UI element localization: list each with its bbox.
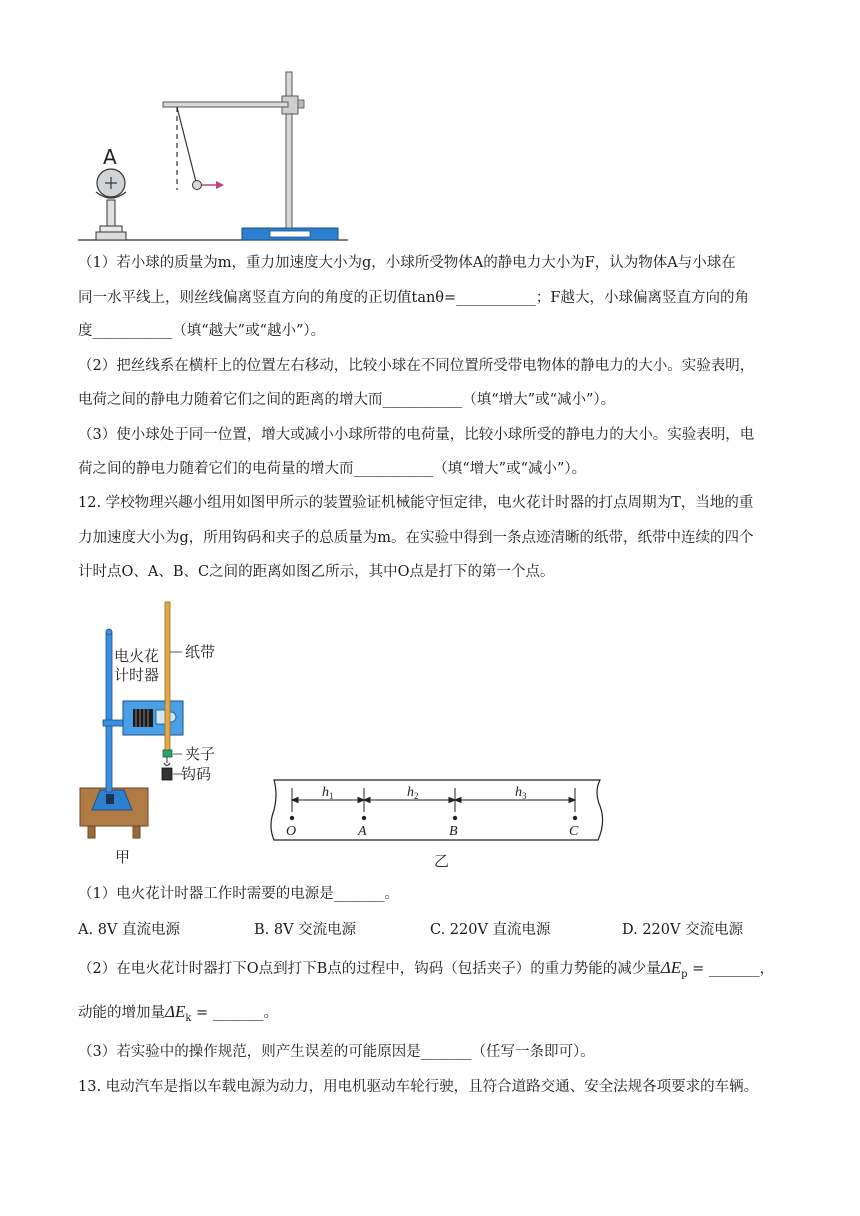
point-c: C — [569, 824, 579, 839]
label-h1-sub: 1 — [329, 791, 334, 801]
caption-jia: 甲 — [115, 848, 131, 866]
delta-ek: ΔE — [165, 1002, 186, 1021]
label-h3-sub: 3 — [522, 791, 527, 801]
q11-part1-line1: （1）若小球的质量为m，重力加速度大小为g，小球所受物体A的静电力大小为F，认为物体A与小球在 — [78, 255, 736, 271]
figure-electrostatic-apparatus — [70, 62, 360, 247]
q12-sub1: （1）电火花计时器工作时需要的电源是_______。 — [78, 886, 399, 902]
label-h2: h — [407, 785, 414, 800]
point-a: A — [358, 824, 367, 839]
delta-ek-sub: k — [185, 1012, 192, 1024]
label-h2-sub: 2 — [414, 791, 419, 801]
q13-stem-line1: 13. 电动汽车是指以车载电源为动力，用电机驱动车轮行驶，且符合道路交通、安全法规各项要求的车辆。 — [78, 1079, 759, 1095]
q11-part2-line2: 电荷之间的静电力随着它们之间的距离的增大而___________（填“增大”或“减小”）。 — [78, 392, 616, 408]
label-h3: h — [515, 785, 522, 800]
q12-sub2-text-d: = _______。 — [191, 1005, 279, 1021]
q11-part1-line3: 度___________（填“越大”或“越小”）。 — [78, 323, 326, 339]
point-o: O — [286, 824, 297, 839]
q12-sub2-line2 — [78, 1002, 278, 1029]
q12-sub3: （3）若实验中的操作规范，则产生误差的可能原因是_______（任写一条即可）。 — [78, 1044, 595, 1060]
delta-ep: ΔE — [660, 958, 682, 977]
point-b: B — [449, 824, 458, 839]
option-d: D. 220V 交流电源 — [622, 922, 744, 938]
q11-part3-line1: （3）使小球处于同一位置，增大或减小小球所带的电荷量，比较小球所受的静电力的大小。实验表明，电 — [78, 427, 755, 443]
delta-ep-sub: p — [681, 968, 688, 980]
object-a-stand — [96, 169, 126, 240]
q12-sub2-text-a: （2）在电火花计时器打下O点到打下B点的过程中，钩码（包括夹子）的重力势能的减少量 — [78, 961, 661, 977]
label-hook-weight: 钩码 — [181, 765, 212, 783]
label-h1: h — [322, 785, 329, 800]
object-a-label: A — [103, 145, 117, 169]
q12-sub2-text-c: 动能的增加量 — [78, 1005, 165, 1021]
q11-part2-line1: （2）把丝线系在横杆上的位置左右移动，比较小球在不同位置所受带电物体的静电力的大小。实验表明， — [78, 358, 755, 374]
caption-yi: 乙 — [434, 852, 450, 870]
option-a: A. 8V 直流电源 — [78, 922, 180, 938]
q11-part3-line2: 荷之间的静电力随着它们的电荷量的增大而___________（填“增大”或“减小”）。 — [78, 461, 587, 477]
figure-jia-timer-apparatus — [78, 596, 253, 871]
figure-yi-paper-tape — [262, 772, 607, 872]
label-tape: 纸带 — [185, 643, 216, 661]
label-timer-line1: 电火花 — [114, 647, 160, 665]
q12-stem-line2: 力加速度大小为g，所用钩码和夹子的总质量为m。在实验中得到一条点迹清晰的纸带，纸带中连续的四个 — [78, 530, 754, 546]
q12-stem-line1: 12. 学校物理兴趣小组用如图甲所示的装置验证机械能守恒定律，电火花计时器的打点周期为T，当地的重 — [78, 495, 754, 511]
label-timer-line2: 计时器 — [114, 666, 160, 684]
q12-sub2-line1 — [78, 958, 774, 985]
label-clip: 夹子 — [185, 745, 216, 763]
q12-sub2-text-b: = _______， — [687, 961, 775, 977]
q11-part1-line2: 同一水平线上，则丝线偏离竖直方向的角度的正切值tanθ=___________；F越大，小球偏离竖直方向的角 — [78, 290, 749, 306]
pendulum-ball — [193, 181, 202, 190]
q12-stem-line3: 计时点O、A、B、C之间的距离如图乙所示，其中O点是打下的第一个点。 — [78, 564, 555, 580]
option-b: B. 8V 交流电源 — [254, 922, 357, 938]
option-c: C. 220V 直流电源 — [430, 922, 551, 938]
